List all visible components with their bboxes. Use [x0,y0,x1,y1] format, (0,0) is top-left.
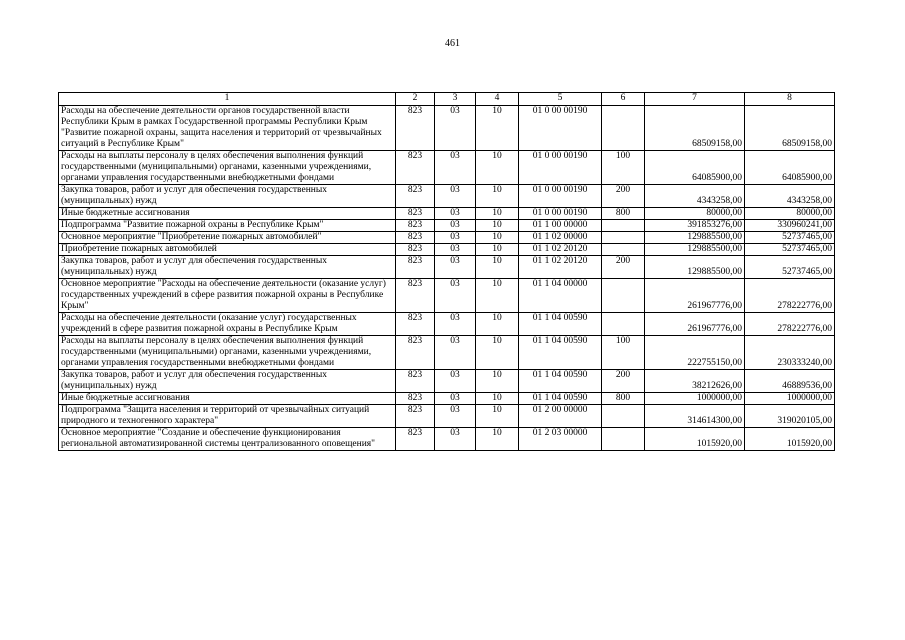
subsection-code: 10 [476,208,519,220]
table-header-row [59,93,835,106]
ministry-code: 823 [396,428,435,451]
target-article-code: 01 1 02 20120 [519,244,602,256]
row-description: Иные бюджетные ассигнования [59,393,396,405]
expense-type-code: 800 [602,208,645,220]
table-row [59,336,835,370]
ministry-code: 823 [396,151,435,185]
target-article-code: 01 0 00 00190 [519,151,602,185]
table-row [59,428,835,451]
expense-type-code [602,220,645,232]
amount-year-2: 330960241,00 [745,220,835,232]
amount-year-1: 129885500,00 [645,232,745,244]
subsection-code: 10 [476,428,519,451]
amount-year-1: 1000000,00 [645,393,745,405]
table-row [59,220,835,232]
expense-type-code: 100 [602,151,645,185]
amount-year-1: 1015920,00 [645,428,745,451]
row-description: Расходы на выплаты персоналу в целях обеспечения выполнения функций государственными (муниципальными) органами, казенными учреждениями, органами управления государственными внебюджетными фондами [59,151,396,185]
table-row [59,208,835,220]
section-code: 03 [435,151,476,185]
amount-year-2: 46889536,00 [745,370,835,393]
ministry-code: 823 [396,208,435,220]
expense-type-code [602,279,645,313]
ministry-code: 823 [396,279,435,313]
column-header: 7 [645,93,745,106]
amount-year-1: 222755150,00 [645,336,745,370]
ministry-code: 823 [396,370,435,393]
expense-type-code: 200 [602,256,645,279]
expense-type-code [602,232,645,244]
ministry-code: 823 [396,185,435,208]
section-code: 03 [435,428,476,451]
subsection-code: 10 [476,232,519,244]
section-code: 03 [435,279,476,313]
subsection-code: 10 [476,185,519,208]
column-header: 2 [396,93,435,106]
subsection-code: 10 [476,405,519,428]
table-row [59,256,835,279]
table-row [59,405,835,428]
target-article-code: 01 1 02 00000 [519,232,602,244]
section-code: 03 [435,370,476,393]
expense-type-code: 100 [602,336,645,370]
target-article-code: 01 2 03 00000 [519,428,602,451]
row-description: Подпрограмма "Защита населения и территорий от чрезвычайных ситуаций природного и техногенного характера" [59,405,396,428]
ministry-code: 823 [396,232,435,244]
row-description: Основное мероприятие "Приобретение пожарных автомобилей" [59,232,396,244]
target-article-code: 01 0 00 00190 [519,185,602,208]
amount-year-1: 129885500,00 [645,256,745,279]
target-article-code: 01 0 00 00190 [519,106,602,151]
table-row [59,185,835,208]
amount-year-1: 80000,00 [645,208,745,220]
section-code: 03 [435,208,476,220]
table-row [59,393,835,405]
expense-type-code: 800 [602,393,645,405]
ministry-code: 823 [396,313,435,336]
ministry-code: 823 [396,244,435,256]
ministry-code: 823 [396,220,435,232]
amount-year-2: 1000000,00 [745,393,835,405]
table-row [59,244,835,256]
row-description: Подпрограмма "Развитие пожарной охраны в Республике Крым" [59,220,396,232]
amount-year-2: 230333240,00 [745,336,835,370]
row-description: Основное мероприятие "Создание и обеспечение функционирования региональной автоматизированной системы централизованного оповещения" [59,428,396,451]
subsection-code: 10 [476,336,519,370]
target-article-code: 01 1 04 00590 [519,336,602,370]
section-code: 03 [435,232,476,244]
amount-year-2: 278222776,00 [745,313,835,336]
amount-year-2: 1015920,00 [745,428,835,451]
section-code: 03 [435,185,476,208]
table-row [59,279,835,313]
target-article-code: 01 1 04 00590 [519,393,602,405]
table-row [59,232,835,244]
target-article-code: 01 1 04 00590 [519,313,602,336]
row-description: Закупка товаров, работ и услуг для обеспечения государственных (муниципальных) нужд [59,185,396,208]
expense-type-code [602,313,645,336]
amount-year-2: 52737465,00 [745,244,835,256]
target-article-code: 01 1 04 00000 [519,279,602,313]
amount-year-1: 64085900,00 [645,151,745,185]
section-code: 03 [435,256,476,279]
table-row [59,313,835,336]
column-header: 3 [435,93,476,106]
row-description: Иные бюджетные ассигнования [59,208,396,220]
amount-year-1: 261967776,00 [645,279,745,313]
expense-type-code: 200 [602,185,645,208]
column-header: 5 [519,93,602,106]
section-code: 03 [435,393,476,405]
column-header: 1 [59,93,396,106]
section-code: 03 [435,405,476,428]
subsection-code: 10 [476,279,519,313]
subsection-code: 10 [476,106,519,151]
expense-type-code [602,405,645,428]
ministry-code: 823 [396,256,435,279]
column-header: 8 [745,93,835,106]
ministry-code: 823 [396,393,435,405]
amount-year-2: 4343258,00 [745,185,835,208]
subsection-code: 10 [476,370,519,393]
amount-year-2: 52737465,00 [745,256,835,279]
amount-year-2: 64085900,00 [745,151,835,185]
amount-year-1: 391853276,00 [645,220,745,232]
ministry-code: 823 [396,336,435,370]
subsection-code: 10 [476,244,519,256]
amount-year-2: 80000,00 [745,208,835,220]
subsection-code: 10 [476,256,519,279]
row-description: Расходы на обеспечение деятельности (оказание услуг) государственных учреждений в сфере развития пожарной охраны в Республике Крым [59,313,396,336]
amount-year-1: 129885500,00 [645,244,745,256]
amount-year-1: 4343258,00 [645,185,745,208]
target-article-code: 01 1 02 20120 [519,256,602,279]
target-article-code: 01 1 04 00590 [519,370,602,393]
amount-year-2: 52737465,00 [745,232,835,244]
table-row [59,106,835,151]
page-number: 461 [445,38,460,49]
amount-year-2: 68509158,00 [745,106,835,151]
expense-type-code: 200 [602,370,645,393]
row-description: Расходы на выплаты персоналу в целях обеспечения выполнения функций государственными (муниципальными) органами, казенными учреждениями, органами управления государственными внебюджетными фондами [59,336,396,370]
column-header: 6 [602,93,645,106]
table-row [59,370,835,393]
amount-year-1: 68509158,00 [645,106,745,151]
subsection-code: 10 [476,151,519,185]
expense-type-code [602,106,645,151]
target-article-code: 01 1 00 00000 [519,220,602,232]
amount-year-1: 314614300,00 [645,405,745,428]
budget-table [58,92,835,451]
column-header: 4 [476,93,519,106]
section-code: 03 [435,220,476,232]
subsection-code: 10 [476,220,519,232]
amount-year-2: 278222776,00 [745,279,835,313]
target-article-code: 01 2 00 00000 [519,405,602,428]
expense-type-code [602,428,645,451]
amount-year-1: 38212626,00 [645,370,745,393]
ministry-code: 823 [396,106,435,151]
expense-type-code [602,244,645,256]
row-description: Приобретение пожарных автомобилей [59,244,396,256]
section-code: 03 [435,244,476,256]
row-description: Основное мероприятие "Расходы на обеспечение деятельности (оказание услуг) государственных учреждений в сфере развития пожарной охраны в Республике Крым" [59,279,396,313]
amount-year-1: 261967776,00 [645,313,745,336]
row-description: Закупка товаров, работ и услуг для обеспечения государственных (муниципальных) нужд [59,256,396,279]
row-description: Расходы на обеспечение деятельности органов государственной власти Республики Крым в рамках Государственной программы Республики Крым "Развитие пожарной охраны, защита населения и территорий от чрезвычайных ситуаций в Республике Крым" [59,106,396,151]
section-code: 03 [435,336,476,370]
subsection-code: 10 [476,313,519,336]
amount-year-2: 319020105,00 [745,405,835,428]
subsection-code: 10 [476,393,519,405]
target-article-code: 01 0 00 00190 [519,208,602,220]
section-code: 03 [435,106,476,151]
row-description: Закупка товаров, работ и услуг для обеспечения государственных (муниципальных) нужд [59,370,396,393]
section-code: 03 [435,313,476,336]
ministry-code: 823 [396,405,435,428]
table-row [59,151,835,185]
